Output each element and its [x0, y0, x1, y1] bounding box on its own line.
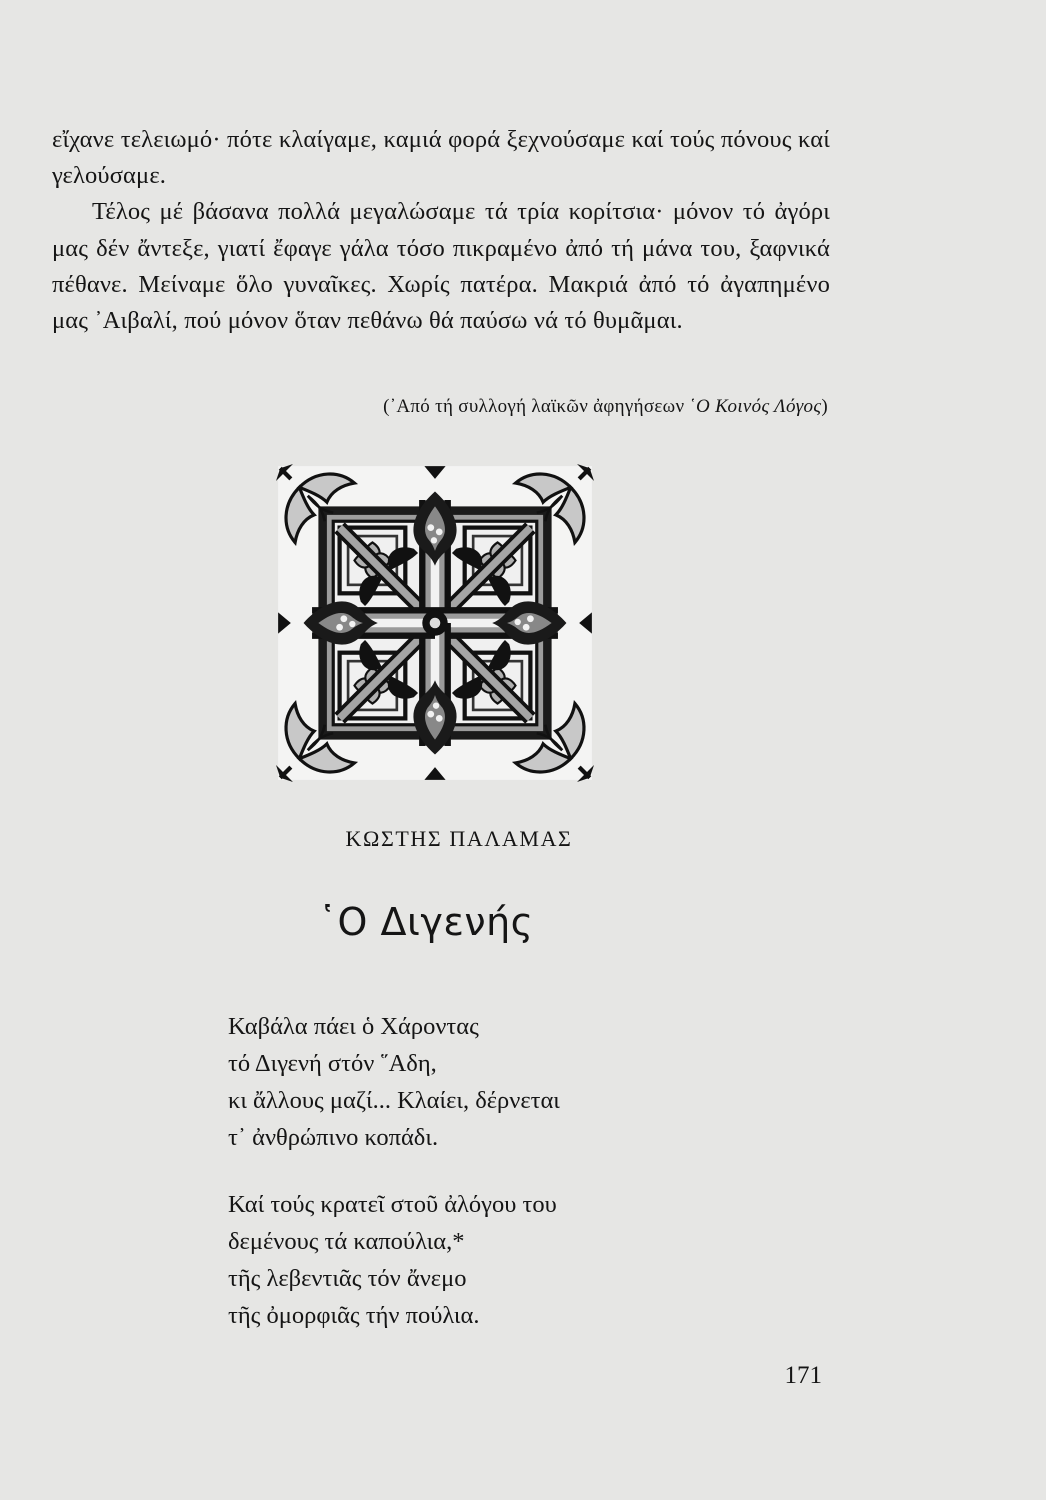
- source-prefix: (᾿Από τή συλλογή λαϊκῶν ἀφηγήσεων: [383, 396, 690, 417]
- poem-line: δεμένους τά καπούλια,*: [228, 1228, 465, 1255]
- poem-line: τῆς ὀμορφιᾶς τήν πούλια.: [228, 1302, 480, 1329]
- poem-line: τῆς λεβεντιᾶς τόν ἄνεμο: [228, 1265, 467, 1292]
- prose-paragraph: Τέλος μέ βάσανα πολλά μεγαλώσαμε τά τρία κορίτσια· μόνον τό ἀγόρι μας δέν ἄντεξε, γιατί ἔφαγε γάλα τόσο πικραμένο ἀπό τή μάνα του, ξαφνικά πέθανε. Μείναμε ὅλο γυναῖκες. Χωρίς πατέρα. Μακριά ἀπό τό ἀγαπημένο μας ᾿Αιβαλί, πού μόνον ὅταν πεθάνω θά παύσω νά τό θυμᾶμαι.: [52, 198, 830, 335]
- prose-text: [52, 122, 830, 339]
- decorative-floral-tile-icon: [276, 464, 594, 782]
- poem-stanza: [228, 1008, 560, 1156]
- source-citation: [383, 396, 828, 418]
- author-name: ΚΩΣΤΗΣ ΠΑΛΑΜΑΣ: [345, 826, 573, 851]
- poem-line: κι ἄλλους μαζί... Κλαίει, δέρνεται: [228, 1087, 560, 1114]
- poem-line: τ᾿ ἀνθρώπινο κοπάδι.: [228, 1124, 439, 1151]
- source-title: ῾Ο Κοινός Λόγος: [689, 396, 822, 417]
- poem-title: ῾Ο Διγενής: [318, 900, 534, 944]
- source-suffix: ): [821, 396, 828, 417]
- prose-paragraph: εἴχανε τελειωμό· πότε κλαίγαμε, καμιά φορά ξεχνούσαμε καί τούς πόνους καί γελούσαμε.: [52, 126, 830, 190]
- poem-stanza: [228, 1186, 557, 1334]
- poem-line: Καβάλα πάει ὁ Χάροντας: [228, 1013, 479, 1040]
- page-number: 171: [784, 1362, 822, 1389]
- poem-line: Καί τούς κρατεῖ στοῦ ἀλόγου του: [228, 1191, 557, 1218]
- poem-line: τό Διγενή στόν ῞Αδη,: [228, 1050, 437, 1077]
